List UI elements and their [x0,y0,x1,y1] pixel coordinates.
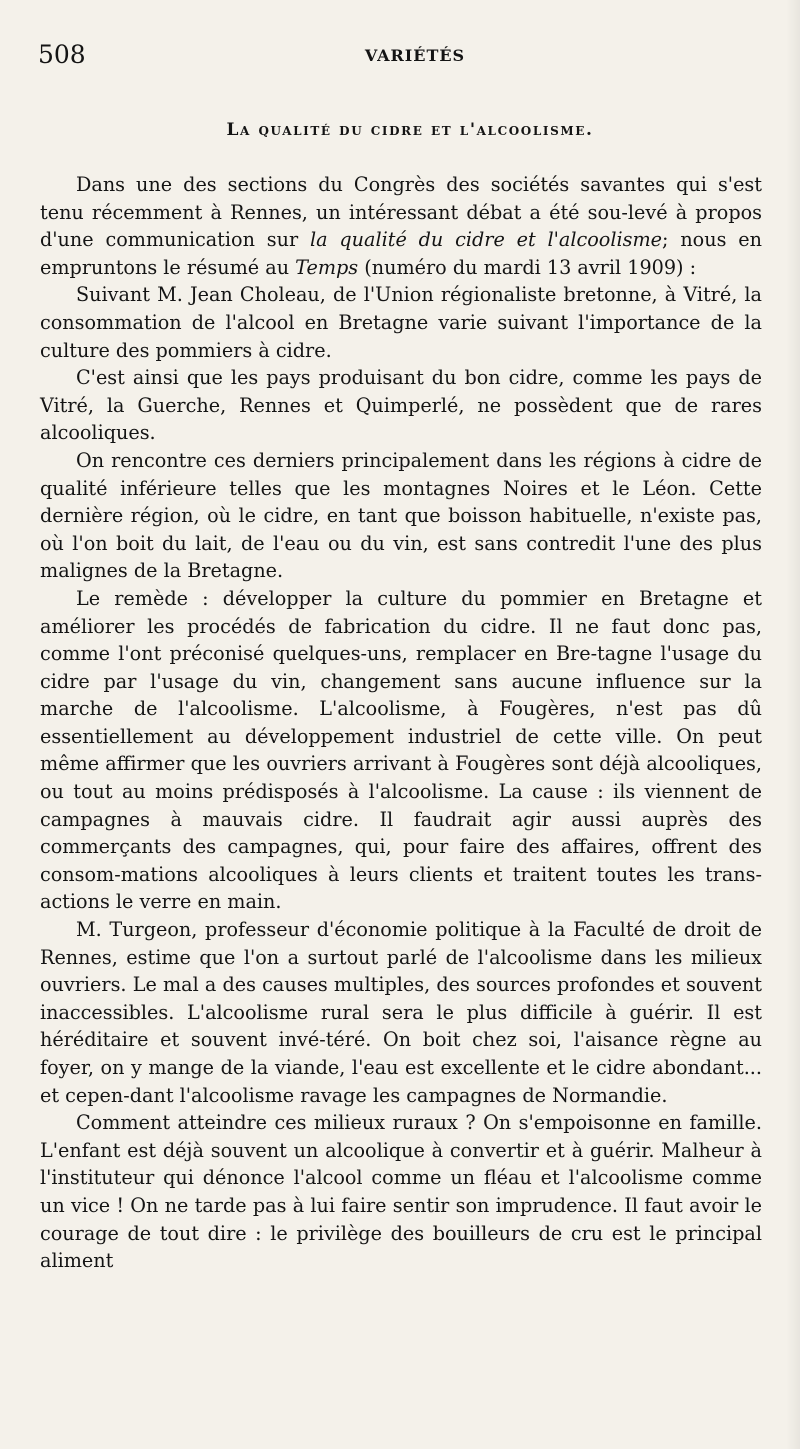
running-head: VARIÉTÉS [364,46,466,65]
paragraph-6: M. Turgeon, professeur d'économie politique à la Faculté de droit de Rennes, estime que l'on a surtout parlé de l'alcoolisme dans les milieux ouvriers. Le mal a des causes multiples, des sources profondes et souvent inaccessibles. L'alcoolisme rural sera le plus difficile à guérir. Il est héréditaire et souvent invé-téré. On boit chez soi, l'aisance règne au foyer, on y mange de la viande, l'eau est excellente et le cidre abondant... et cepen-dant l'alcoolisme ravage les campagnes de Normandie. [40,918,762,1107]
paragraph-5: Le remède : développer la culture du pommier en Bretagne et améliorer les procédés de fabrication du cidre. Il ne faut donc pas, comme l'ont préconisé quelques-uns, remplacer en Bre-tagne l'usage du cidre par l'usage du vin, changement sans aucune influence sur la marche de l'alcoolisme. L'alcoolisme, à Fougères, n'est pas dû essentiellement au développement industriel de cette ville. On peut même affirmer que les ouvriers arrivant à Fougères sont déjà alcooliques, ou tout au moins prédisposés à l'alcoolisme. La cause : ils viennent de campagnes à mauvais cidre. Il faudrait agir aussi auprès des commerçants des campagnes, qui, pour faire des affaires, offrent des consom-mations alcooliques à leurs clients et traitent toutes les trans-actions le verre en main. [40,586,762,914]
paragraph-2: Suivant M. Jean Choleau, de l'Union régionaliste bretonne, à Vitré, la consommation de l'alcool en Bretagne varie suivant l'importance de la culture des pommiers à cidre. [40,283,762,362]
paragraph-7: Comment atteindre ces milieux ruraux ? On s'empoisonne en famille. L'enfant est déjà souvent un alcoolique à convertir et à guérir. Malheur à l'instituteur qui dénonce l'alcool comme un fléau et l'alcoolisme comme un vice ! On ne tarde pas à lui faire sentir son imprudence. Il faut avoir le courage de tout dire : le privilège des bouilleurs de cru est le principal aliment [40,1111,762,1273]
paragraph-1-text-c: (numéro du mardi 13 avril 1909) : [358,255,697,279]
paragraph-1-text-b: ; nous en empruntons le résumé au [40,228,762,279]
article-body [40,171,762,1275]
page-number: 508 [38,40,86,69]
paragraph-3: C'est ainsi que les pays produisant du bon cidre, comme les pays de Vitré, la Guerche, Rennes et Quimperlé, ne possèdent que de rares alcooliques. [40,366,762,445]
paragraph-1-italic-source: Temps [295,255,359,279]
paragraph-1 [40,171,762,281]
paragraph-1-italic-title: la qualité du cidre et l'alcoolisme [309,228,663,252]
page-edge-shadow [786,0,800,1449]
paragraph-4: On rencontre ces derniers principalement dans les régions à cidre de qualité inférieure telles que les montagnes Noires et le Léon. Cette dernière région, où le cidre, en tant que boisson habituelle, n'existe pas, où l'on boit du lait, de l'eau ou du vin, est sans contredit l'une des plus malignes de la Bretagne. [40,448,762,583]
page-header [38,40,762,76]
paragraph-1-text-a: Dans une des sections du Congrès des sociétés savantes qui s'est tenu récemment à Rennes, un intéressant débat a été sou-levé à propos d'une communication sur [40,173,762,252]
article-title: La qualité du cidre et l'alcoolisme. [226,120,594,140]
